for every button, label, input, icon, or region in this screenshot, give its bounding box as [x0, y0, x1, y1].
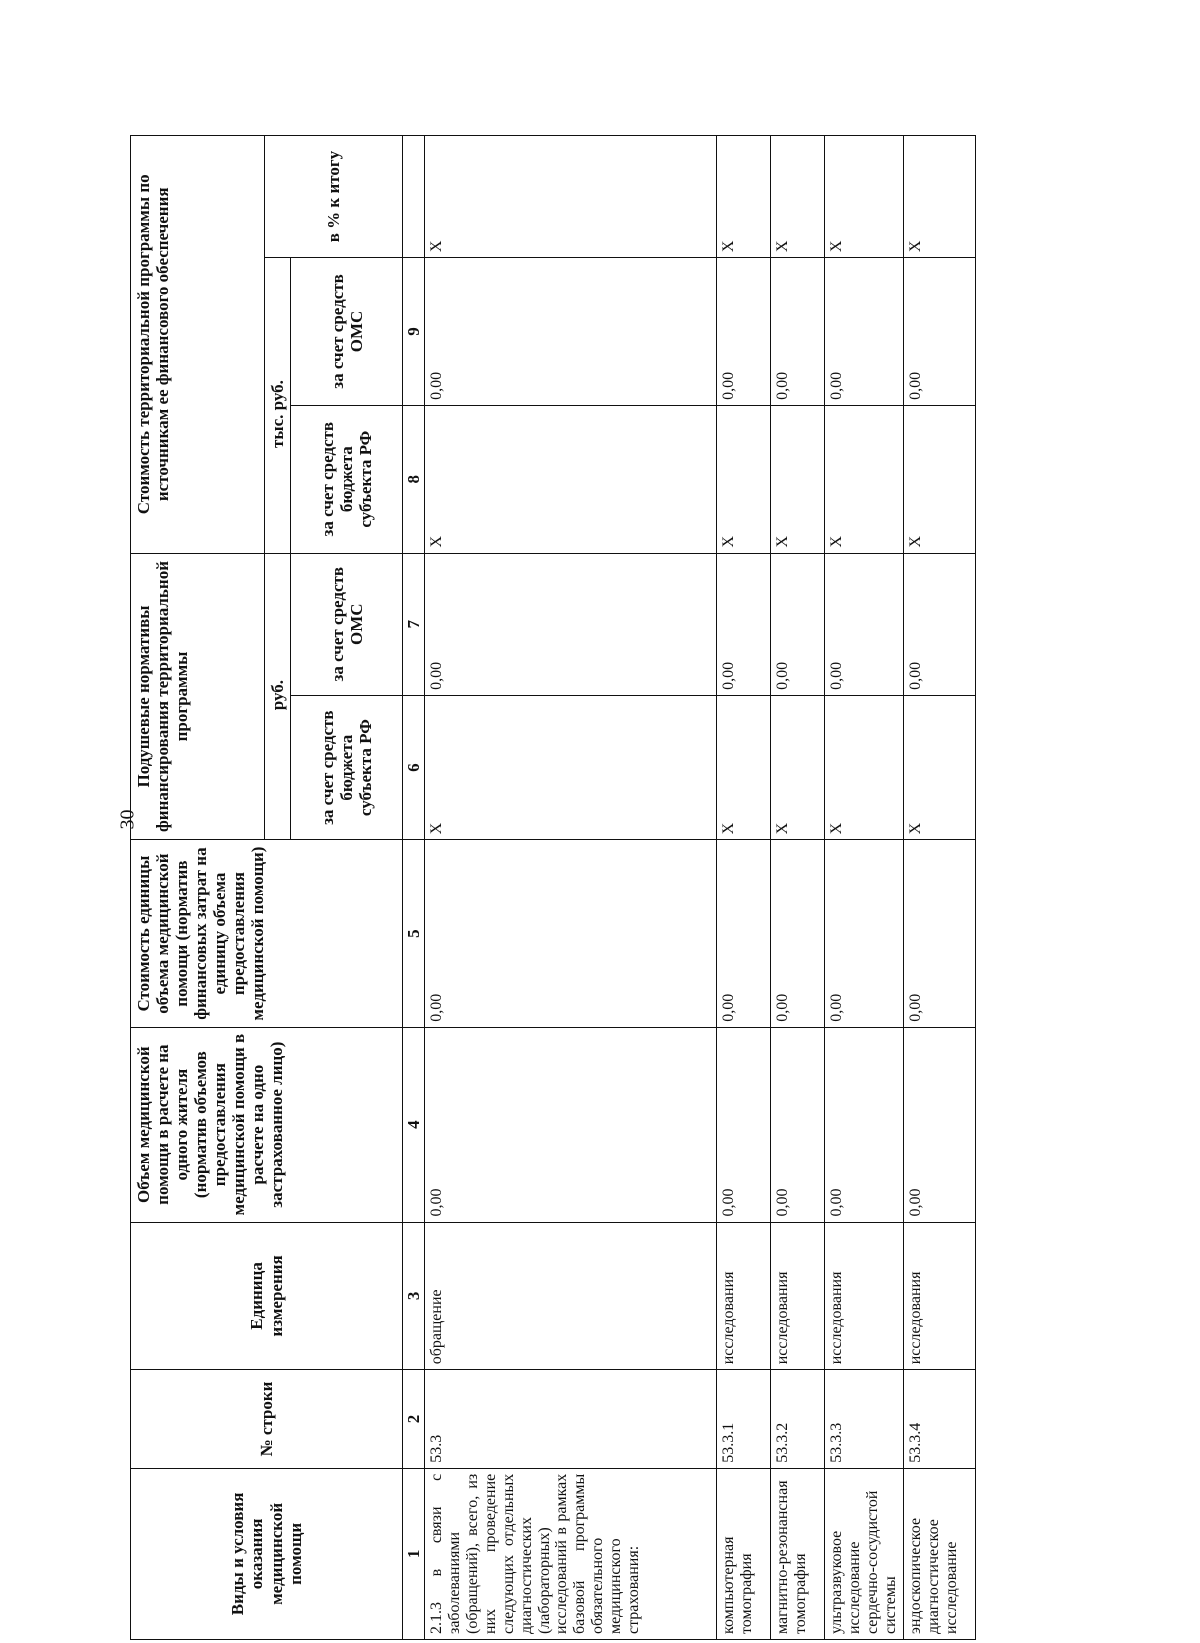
header-cost-total: Стоимость территориальной программы по источникам ее финансового обеспечения	[131, 136, 265, 554]
header-per-capita-budget: за счет средств бюджета субъекта РФ	[291, 695, 403, 840]
row-cost-budget: X	[903, 405, 975, 553]
row-percent: X	[425, 136, 717, 258]
header-cost-oms: за счет средств ОМС	[291, 258, 403, 406]
header-cost-budget: за счет средств бюджета субъекта РФ	[291, 405, 403, 553]
row-percent: X	[717, 136, 771, 258]
row-unit: исследования	[825, 1222, 904, 1370]
table-header	[131, 136, 425, 1640]
row-per-capita-oms: 0,00	[717, 553, 771, 695]
row-unit: исследования	[717, 1222, 771, 1370]
row-per-capita-budget: X	[771, 695, 825, 840]
row-unit: исследования	[903, 1222, 975, 1370]
row-label: 2.1.3 в связи с заболеваниями (обращений), всего, из них проведение следующих отдельных диагностических (лабораторных) исследований в рамках базовой программы обязательного медицинского страхования:	[425, 1468, 717, 1639]
row-volume: 0,00	[825, 1027, 904, 1222]
row-cost-oms: 0,00	[717, 258, 771, 406]
column-number-empty	[403, 136, 425, 258]
column-number: 3	[403, 1222, 425, 1370]
row-per-capita-oms: 0,00	[425, 553, 717, 695]
rotated-table-wrapper	[130, 135, 1195, 1640]
row-cost-unit: 0,00	[903, 840, 975, 1027]
row-cost-budget: X	[425, 405, 717, 553]
financing-table	[130, 135, 976, 1640]
table-row	[903, 136, 975, 1640]
row-number: 53.3	[425, 1370, 717, 1468]
row-percent: X	[903, 136, 975, 258]
row-label: ультразвуковое исследование сердечно-сосудистой системы	[825, 1468, 904, 1639]
header-cost-unit: Стоимость единицы объема медицинской помощи (норматив финансовых затрат на единицу объема предоставления медицинской помощи)	[131, 840, 403, 1027]
column-number: 1	[403, 1468, 425, 1639]
row-percent: X	[825, 136, 904, 258]
column-number: 6	[403, 695, 425, 840]
row-number: 53.3.2	[771, 1370, 825, 1468]
row-volume: 0,00	[903, 1027, 975, 1222]
row-per-capita-oms: 0,00	[771, 553, 825, 695]
row-cost-oms: 0,00	[771, 258, 825, 406]
row-per-capita-budget: X	[425, 695, 717, 840]
header-kind: Виды и условия оказания медицинской помощи	[131, 1468, 403, 1639]
row-cost-unit: 0,00	[717, 840, 771, 1027]
row-cost-budget: X	[717, 405, 771, 553]
header-unit: Единица измерения	[131, 1222, 403, 1370]
column-number: 2	[403, 1370, 425, 1468]
row-percent: X	[771, 136, 825, 258]
header-per-capita: Подушевые нормативы финансирования территориальной программы	[131, 553, 265, 840]
table-row	[825, 136, 904, 1640]
row-per-capita-budget: X	[903, 695, 975, 840]
row-unit: исследования	[771, 1222, 825, 1370]
table-row	[771, 136, 825, 1640]
row-label: компьютерная томография	[717, 1468, 771, 1639]
row-per-capita-budget: X	[717, 695, 771, 840]
header-row-no: № строки	[131, 1370, 403, 1468]
row-cost-oms: 0,00	[903, 258, 975, 406]
column-number: 9	[403, 258, 425, 406]
column-numbers-row	[403, 136, 425, 1640]
row-unit: обращение	[425, 1222, 717, 1370]
row-per-capita-oms: 0,00	[825, 553, 904, 695]
header-percent: в % к итогу	[265, 136, 403, 258]
row-per-capita-budget: X	[825, 695, 904, 840]
row-label: эндоскопическое диагностическое исследование	[903, 1468, 975, 1639]
row-number: 53.3.4	[903, 1370, 975, 1468]
column-number: 8	[403, 405, 425, 553]
header-volume: Объем медицинской помощи в расчете на одного жителя (норматив объемов предоставления медицинской помощи в расчете на одно застрахованное лицо)	[131, 1027, 403, 1222]
row-cost-unit: 0,00	[825, 840, 904, 1027]
header-cost-total-unit: тыс. руб.	[265, 258, 291, 553]
table-row	[717, 136, 771, 1640]
column-number: 7	[403, 553, 425, 695]
table-row	[425, 136, 717, 1640]
row-cost-budget: X	[771, 405, 825, 553]
row-volume: 0,00	[771, 1027, 825, 1222]
row-number: 53.3.3	[825, 1370, 904, 1468]
row-label: магнитно-резонансная томография	[771, 1468, 825, 1639]
row-number: 53.3.1	[717, 1370, 771, 1468]
row-cost-oms: 0,00	[425, 258, 717, 406]
row-volume: 0,00	[717, 1027, 771, 1222]
page-number: 30	[116, 809, 139, 830]
row-cost-oms: 0,00	[825, 258, 904, 406]
table-body	[425, 136, 976, 1640]
row-volume: 0,00	[425, 1027, 717, 1222]
header-per-capita-unit: руб.	[265, 553, 291, 840]
row-cost-budget: X	[825, 405, 904, 553]
row-cost-unit: 0,00	[771, 840, 825, 1027]
row-cost-unit: 0,00	[425, 840, 717, 1027]
column-number: 4	[403, 1027, 425, 1222]
column-number: 5	[403, 840, 425, 1027]
row-per-capita-oms: 0,00	[903, 553, 975, 695]
header-per-capita-oms: за счет средств ОМС	[291, 553, 403, 695]
